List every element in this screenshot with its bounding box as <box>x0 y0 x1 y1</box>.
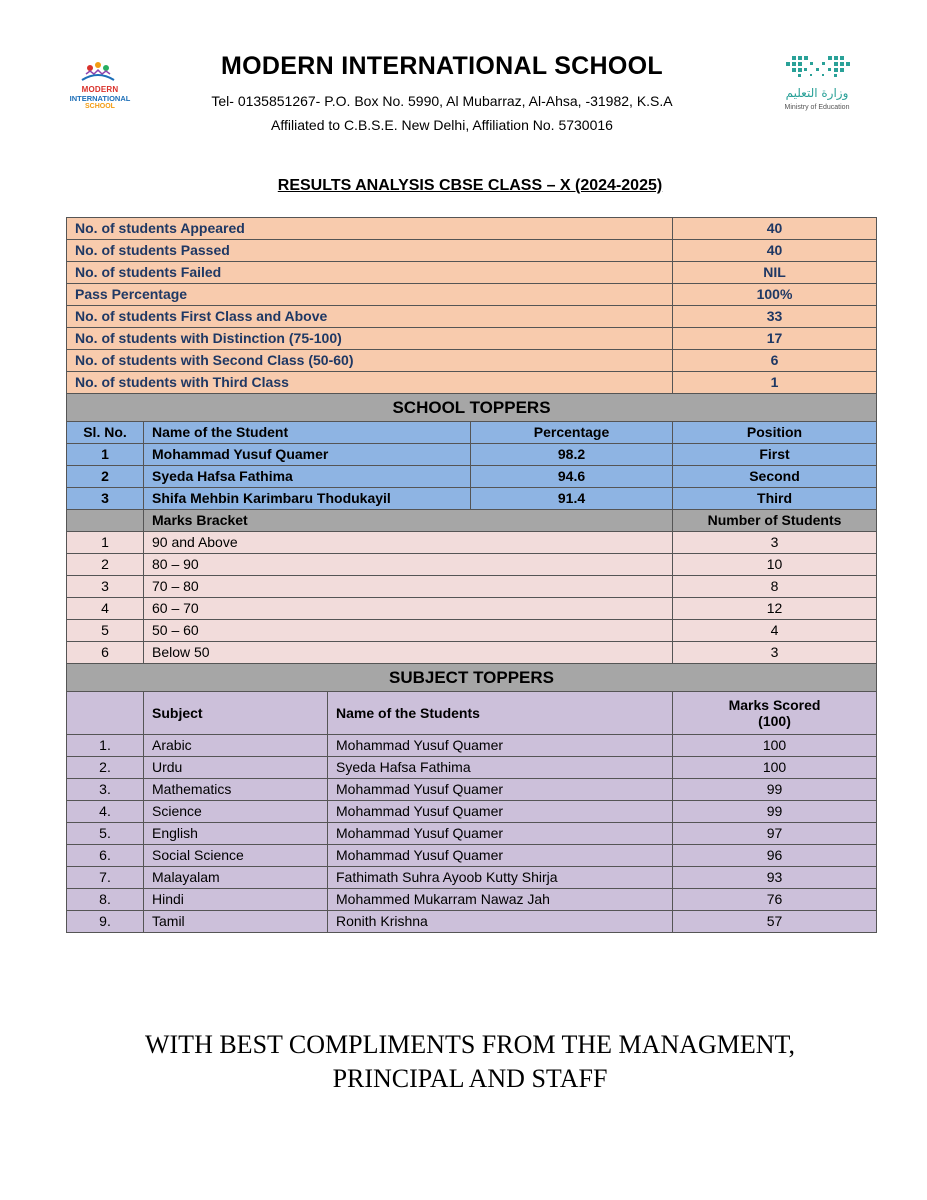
table-row <box>67 823 877 845</box>
sl-no: 2 <box>67 466 144 488</box>
column-header: Subject <box>144 692 328 735</box>
student-name: Mohammad Yusuf Quamer <box>328 801 673 823</box>
student-name: Syeda Hafsa Fathima <box>144 466 471 488</box>
column-header: Marks Bracket <box>144 510 673 532</box>
ministry-logo <box>782 50 872 120</box>
summary-row <box>67 262 877 284</box>
table-row <box>67 801 877 823</box>
subject-toppers-header-row <box>67 692 877 735</box>
sl-no: 4. <box>67 801 144 823</box>
student-name: Mohammad Yusuf Quamer <box>328 779 673 801</box>
summary-value: 6 <box>673 350 877 372</box>
school-toppers-header-row <box>67 422 877 444</box>
empty-cell <box>67 510 144 532</box>
marks-bracket: 60 – 70 <box>144 598 673 620</box>
sl-no: 3 <box>67 488 144 510</box>
document-title: RESULTS ANALYSIS CBSE CLASS – X (2024-2025) <box>277 177 663 194</box>
sl-no: 5 <box>67 620 144 642</box>
summary-label: No. of students Failed <box>67 262 673 284</box>
student-count: 3 <box>673 532 877 554</box>
column-header: Name of the Student <box>144 422 471 444</box>
table-row <box>67 911 877 933</box>
position: Second <box>673 466 877 488</box>
column-header-line: (100) <box>758 713 791 729</box>
table-row <box>67 598 877 620</box>
marks: 100 <box>673 735 877 757</box>
summary-label: No. of students Passed <box>67 240 673 262</box>
student-name: Mohammad Yusuf Quamer <box>328 823 673 845</box>
subject: Arabic <box>144 735 328 757</box>
summary-row <box>67 240 877 262</box>
summary-value: 1 <box>673 372 877 394</box>
table-row <box>67 576 877 598</box>
student-name: Ronith Krishna <box>328 911 673 933</box>
table-row <box>67 620 877 642</box>
school-toppers-heading: SCHOOL TOPPERS <box>67 394 877 422</box>
summary-value: 33 <box>673 306 877 328</box>
sl-no: 4 <box>67 598 144 620</box>
marks: 96 <box>673 845 877 867</box>
summary-row <box>67 284 877 306</box>
column-header: Number of Students <box>673 510 877 532</box>
marks-bracket: 50 – 60 <box>144 620 673 642</box>
summary-value: 40 <box>673 240 877 262</box>
subject: Science <box>144 801 328 823</box>
table-row <box>67 554 877 576</box>
marks: 99 <box>673 801 877 823</box>
footer-line-1: WITH BEST COMPLIMENTS FROM THE MANAGMENT, <box>144 1030 796 1059</box>
sl-no: 8. <box>67 889 144 911</box>
subject: English <box>144 823 328 845</box>
marks: 99 <box>673 779 877 801</box>
column-header: Name of the Students <box>328 692 673 735</box>
subject-toppers-heading-row <box>67 664 877 692</box>
summary-value: 100% <box>673 284 877 306</box>
student-name: Shifa Mehbin Karimbaru Thodukayil <box>144 488 471 510</box>
percentage: 91.4 <box>471 488 673 510</box>
marks-bracket-header-row <box>67 510 877 532</box>
summary-row <box>67 350 877 372</box>
footer-line-2: PRINCIPAL AND STAFF <box>332 1064 608 1093</box>
student-name: Mohammad Yusuf Quamer <box>328 735 673 757</box>
student-count: 10 <box>673 554 877 576</box>
sl-no: 1 <box>67 532 144 554</box>
sl-no: 5. <box>67 823 144 845</box>
school-logo-text-1: MODERN <box>81 85 119 94</box>
student-count: 3 <box>673 642 877 664</box>
sl-no: 1 <box>67 444 144 466</box>
subject: Social Science <box>144 845 328 867</box>
marks: 100 <box>673 757 877 779</box>
footer-compliments <box>0 1028 927 1096</box>
marks-bracket: 80 – 90 <box>144 554 673 576</box>
summary-label: Pass Percentage <box>67 284 673 306</box>
summary-label: No. of students Appeared <box>67 218 673 240</box>
table-row <box>67 867 877 889</box>
summary-row <box>67 372 877 394</box>
table-row <box>67 444 877 466</box>
column-header-marks <box>673 692 877 735</box>
summary-value: NIL <box>673 262 877 284</box>
summary-row <box>67 218 877 240</box>
position: Third <box>673 488 877 510</box>
marks: 57 <box>673 911 877 933</box>
subject: Hindi <box>144 889 328 911</box>
student-name: Mohammad Yusuf Quamer <box>144 444 471 466</box>
results-table <box>66 217 877 933</box>
student-name: Fathimath Suhra Ayoob Kutty Shirja <box>328 867 673 889</box>
table-row <box>67 735 877 757</box>
student-name: Mohammad Yusuf Quamer <box>328 845 673 867</box>
column-header: Percentage <box>471 422 673 444</box>
marks: 97 <box>673 823 877 845</box>
empty-cell <box>67 692 144 735</box>
student-count: 8 <box>673 576 877 598</box>
table-row <box>67 642 877 664</box>
summary-label: No. of students First Class and Above <box>67 306 673 328</box>
table-row <box>67 488 877 510</box>
school-affiliation: Affiliated to C.B.S.E. New Delhi, Affiliation No. 5730016 <box>271 117 613 133</box>
summary-row <box>67 328 877 350</box>
table-row <box>67 845 877 867</box>
position: First <box>673 444 877 466</box>
school-name: MODERN INTERNATIONAL SCHOOL <box>221 52 663 80</box>
column-header: Sl. No. <box>67 422 144 444</box>
ministry-logo-arabic: وزارة التعليم <box>785 86 849 100</box>
sl-no: 7. <box>67 867 144 889</box>
subject: Urdu <box>144 757 328 779</box>
table-row <box>67 757 877 779</box>
student-count: 4 <box>673 620 877 642</box>
school-logo-text-2: INTERNATIONAL <box>69 94 131 103</box>
table-row <box>67 466 877 488</box>
sl-no: 2. <box>67 757 144 779</box>
marks-bracket: 90 and Above <box>144 532 673 554</box>
sl-no: 2 <box>67 554 144 576</box>
table-row <box>67 889 877 911</box>
sl-no: 9. <box>67 911 144 933</box>
sl-no: 6 <box>67 642 144 664</box>
column-header-line: Marks Scored <box>728 697 821 713</box>
table-row <box>67 532 877 554</box>
sl-no: 3. <box>67 779 144 801</box>
marks-bracket: Below 50 <box>144 642 673 664</box>
subject-toppers-heading: SUBJECT TOPPERS <box>67 664 877 692</box>
school-logo-text-3: SCHOOL <box>85 103 115 110</box>
sl-no: 3 <box>67 576 144 598</box>
student-count: 12 <box>673 598 877 620</box>
subject: Malayalam <box>144 867 328 889</box>
summary-value: 17 <box>673 328 877 350</box>
marks: 93 <box>673 867 877 889</box>
student-name: Syeda Hafsa Fathima <box>328 757 673 779</box>
summary-label: No. of students with Third Class <box>67 372 673 394</box>
summary-row <box>67 306 877 328</box>
marks: 76 <box>673 889 877 911</box>
page-header <box>0 0 927 160</box>
sl-no: 6. <box>67 845 144 867</box>
summary-label: No. of students with Distinction (75-100) <box>67 328 673 350</box>
summary-value: 40 <box>673 218 877 240</box>
school-toppers-heading-row <box>67 394 877 422</box>
sl-no: 1. <box>67 735 144 757</box>
subject: Mathematics <box>144 779 328 801</box>
percentage: 98.2 <box>471 444 673 466</box>
ministry-logo-dots-icon <box>782 54 852 84</box>
summary-label: No. of students with Second Class (50-60) <box>67 350 673 372</box>
column-header: Position <box>673 422 877 444</box>
school-address: Tel- 0135851267- P.O. Box No. 5990, Al Mubarraz, Al-Ahsa, -31982, K.S.A <box>211 93 673 109</box>
subject: Tamil <box>144 911 328 933</box>
ministry-logo-english: Ministry of Education <box>784 104 850 111</box>
table-row <box>67 779 877 801</box>
percentage: 94.6 <box>471 466 673 488</box>
student-name: Mohammed Mukarram Nawaz Jah <box>328 889 673 911</box>
marks-bracket: 70 – 80 <box>144 576 673 598</box>
